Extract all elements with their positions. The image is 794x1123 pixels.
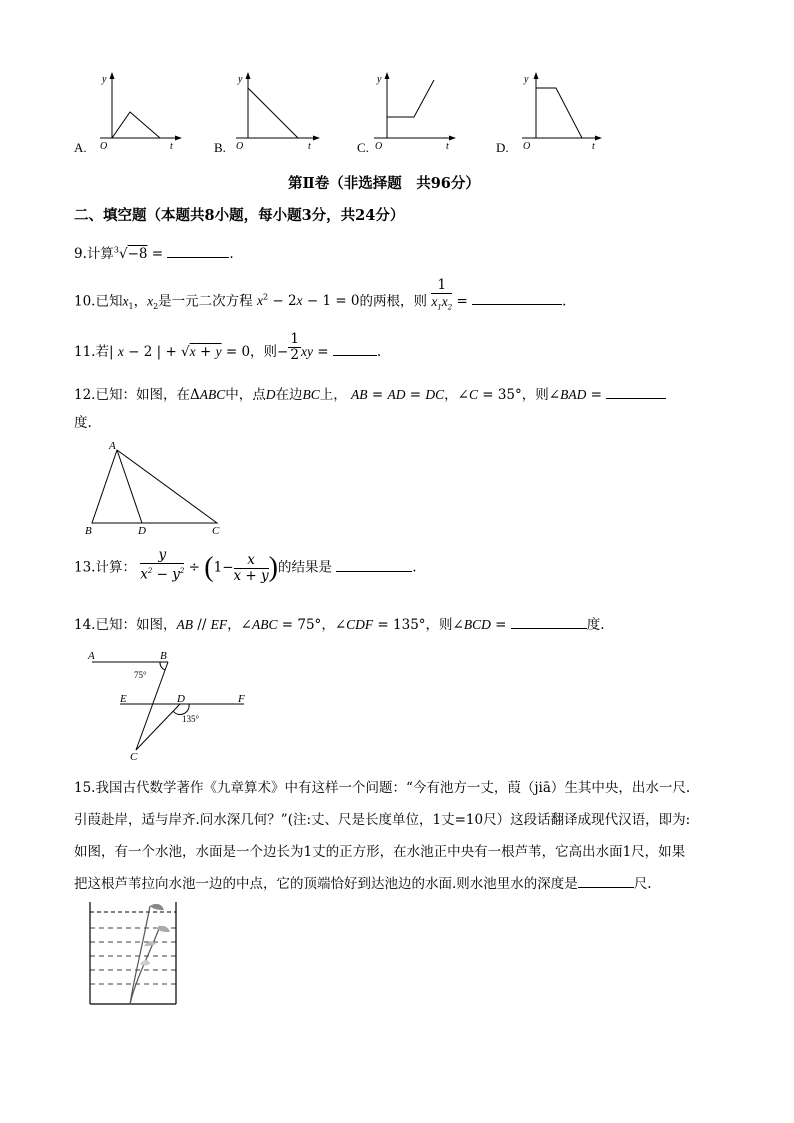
- q10-answer-blank[interactable]: [472, 290, 562, 305]
- q11-prefix: 11.若: [74, 344, 109, 360]
- q14-angle-135: 135°: [182, 714, 200, 724]
- q11-suffix: .: [376, 344, 382, 360]
- q14-label-c: C: [130, 751, 138, 763]
- q12-triangle-figure: [80, 440, 240, 540]
- question-13: 13.计算： $\frac{y}{x^2 - y^2}$ ÷ (1− $\frac{x}{x + y}$ )的结果是 .: [74, 546, 417, 584]
- q12-prefix: 12.已知：如图，在: [74, 387, 190, 403]
- q13-end: .: [412, 559, 417, 576]
- q13-fraction-2: $\frac{x}{x + y}$: [233, 551, 269, 584]
- q13-answer-blank[interactable]: [336, 557, 412, 572]
- q12-label-c: C: [212, 525, 220, 537]
- q13-suffix: 的结果是: [277, 559, 332, 576]
- question-9: [74, 242, 234, 262]
- q10-fraction: $\frac{1}{x_1x_2}$: [431, 277, 453, 312]
- option-a-label: A.: [74, 140, 87, 155]
- q10-prefix: 10.已知: [74, 293, 123, 310]
- graph-d: [522, 72, 602, 152]
- graph-b-o: O: [236, 141, 244, 152]
- graph-c-t: t: [446, 141, 449, 152]
- q14-answer-blank[interactable]: [511, 614, 587, 629]
- graph-c-o: O: [375, 141, 383, 152]
- section-title: 第Ⅱ卷（非选择题 共96分）: [288, 175, 480, 192]
- question-15-line-4: 把这根芦苇拉向水池一边的中点，它的顶端恰好到达池边的水面.则水池里水的深度是 尺.: [74, 872, 652, 892]
- q14-parallel-figure: [84, 648, 254, 763]
- q11-mid: ，则: [250, 344, 278, 360]
- q14-angle-75: 75°: [134, 670, 147, 680]
- graph-d-o: O: [523, 141, 531, 152]
- q13-prefix: 13.计算：: [74, 559, 136, 576]
- q14-end: 度.: [586, 617, 605, 633]
- graph-b-t: t: [308, 141, 311, 152]
- section-heading: 二、填空题（本题共8小题，每小题3分，共24分）: [74, 207, 405, 224]
- graph-b-y: y: [238, 74, 243, 85]
- q9-answer-blank[interactable]: [167, 243, 229, 258]
- graph-a: [100, 72, 182, 152]
- q10-suffix: .: [562, 293, 567, 310]
- q12-label-b: B: [85, 525, 92, 537]
- option-d-label: D.: [496, 140, 509, 155]
- q12-answer-blank[interactable]: [606, 384, 666, 399]
- graph-c: [374, 72, 456, 152]
- q14-label-a: A: [88, 650, 95, 662]
- q9-suffix: .: [229, 246, 234, 262]
- graph-a-y: y: [102, 74, 107, 85]
- question-12: 12.已知：如图，在ΔABC中，点D在边BC上， AB = AD = DC，∠C = 35°，则∠BAD =: [74, 383, 666, 403]
- graph-b: [236, 72, 320, 152]
- q14-label-f: F: [238, 693, 245, 705]
- graph-d-t: t: [592, 141, 595, 152]
- q12-label-a: A: [109, 440, 116, 452]
- question-14: 14.已知：如图，AB // EF，∠ABC = 75°，∠CDF = 135°，则∠BCD = 度.: [74, 613, 605, 633]
- question-15-line-1: 15.我国古代数学著作《九章算术》中有这样一个问题：“今有池方一丈，葭（jiā）生其中央，出水一尺.: [74, 780, 691, 796]
- question-11: 11.若| x − 2 | + √x + y = 0，则− $\frac{1}{2}$ xy = .: [74, 331, 382, 363]
- q12-label-d: D: [138, 525, 146, 537]
- q10-mid: 是一元二次方程: [158, 293, 253, 310]
- q15-answer-blank[interactable]: [578, 873, 634, 888]
- graph-c-y: y: [377, 74, 382, 85]
- graph-a-o: O: [100, 141, 108, 152]
- q12-line2: 度.: [74, 415, 92, 431]
- q11-condition: | x − 2 | + √x + y = 0: [108, 344, 251, 360]
- q14-label-e: E: [120, 693, 127, 705]
- q13-fraction-1: $\frac{y}{x^2 - y^2}$: [140, 546, 185, 583]
- q10-equation: $x^2 - 2x - 1 = 0$: [256, 292, 360, 310]
- q11-answer-blank[interactable]: [333, 341, 377, 356]
- q14-label-d: D: [177, 693, 185, 705]
- q9-prefix: 9.计算: [74, 246, 114, 262]
- option-c-label: C.: [357, 140, 369, 155]
- q9-expression: $^3$√−8 =: [113, 245, 164, 262]
- q10-after: 的两根，则: [359, 293, 428, 310]
- q14-prefix: 14.已知：如图，: [74, 617, 177, 633]
- graph-a-t: t: [170, 141, 173, 152]
- question-15-line-3: 如图，有一个水池，水面是一个边长为1丈的正方形，在水池正中央有一根芦苇，它高出水面1尺，如果: [74, 844, 686, 860]
- option-b-label: B.: [214, 140, 226, 155]
- q11-fraction: $\frac{1}{2}$: [290, 331, 299, 363]
- q15-pond-figure: [84, 898, 184, 1010]
- option-graphs: [0, 60, 794, 160]
- q14-label-b: B: [160, 650, 167, 662]
- question-10: 10.已知$x_1$，$x_2$是一元二次方程 $x^2 - 2x - 1 = 0$的两根，则 $\frac{1}{x_1x_2}$ = .: [74, 288, 566, 316]
- graph-d-y: y: [524, 74, 529, 85]
- question-15-line-2: 引葭赴岸，适与岸齐.问水深几何？”(注:丈、尺是长度单位，1丈=10尺）这段话翻译成现代汉语，即为:: [74, 812, 691, 828]
